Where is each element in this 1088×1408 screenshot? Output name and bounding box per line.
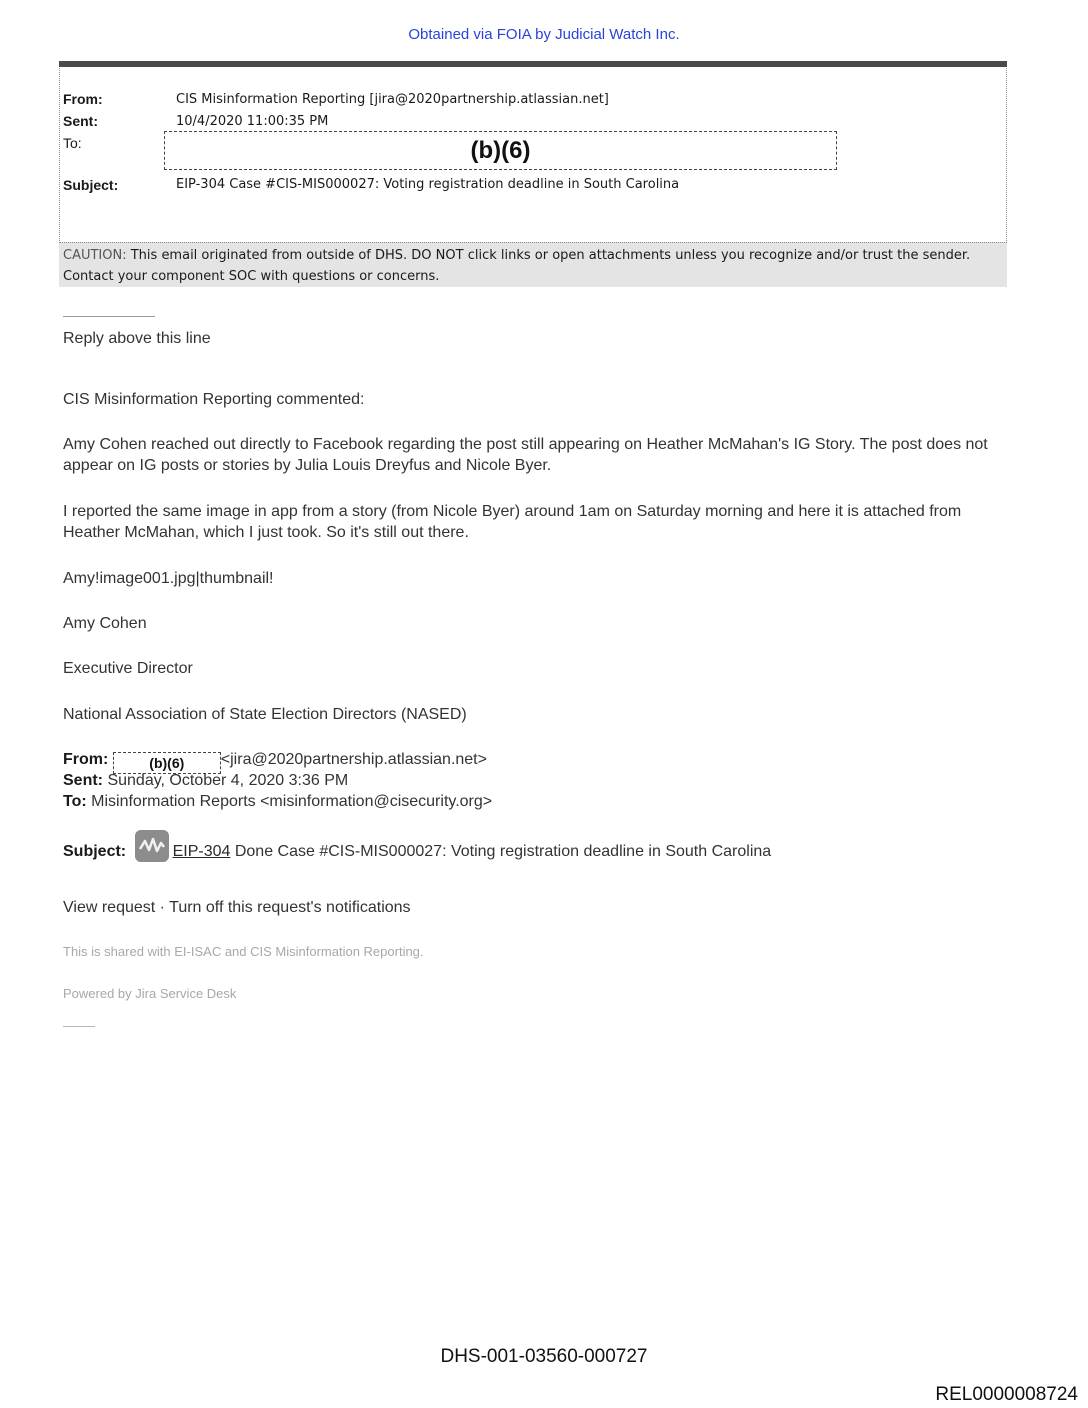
reply-divider: [63, 316, 155, 317]
forward-from-redaction: (b)(6): [113, 752, 221, 774]
header-subject-label: Subject:: [63, 177, 119, 193]
footer-divider: [63, 1026, 95, 1027]
forward-subject-text: Done Case #CIS-MIS000027: Voting registration deadline in South Carolina: [230, 843, 772, 860]
header-sent-label: Sent:: [63, 113, 98, 129]
header-sent-value: 10/4/2020 11:00:35 PM: [176, 114, 329, 129]
request-links: [63, 897, 993, 918]
link-separator: ·: [155, 899, 170, 916]
eip-304-link[interactable]: EIP-304: [172, 843, 231, 860]
signature-title: Executive Director: [63, 660, 193, 677]
forward-from-label: From:: [63, 751, 109, 768]
to-redaction-label: (b)(6): [470, 136, 531, 164]
foia-banner: Obtained via FOIA by Judicial Watch Inc.: [408, 26, 680, 43]
caution-tag: CAUTION:: [63, 248, 127, 263]
release-id: REL0000008724: [935, 1384, 1078, 1405]
header-to-label: To:: [63, 135, 82, 151]
signature-organization: National Association of State Election Directors (NASED): [63, 706, 467, 723]
forward-to-label: To:: [63, 793, 87, 810]
comment-paragraph-2: I reported the same image in app from a story (from Nicole Byer) around 1am on Saturday morning and here it is attached from Heather McMahan, which I just took. So it's still out there.: [63, 503, 962, 541]
forward-to-value: Misinformation Reports <misinformation@cisecurity.org>: [91, 793, 493, 810]
jira-request-icon: [135, 830, 169, 862]
commented-line: CIS Misinformation Reporting commented:: [63, 391, 365, 408]
forward-to-line: [63, 791, 492, 812]
powered-by-note: Powered by Jira Service Desk: [63, 986, 237, 1001]
forward-sent-value: Sunday, October 4, 2020 3:36 PM: [107, 772, 349, 789]
comment-paragraph-1: Amy Cohen reached out directly to Facebook regarding the post still appearing on Heather McMahan's IG Story. The post does not appear on IG posts or stories by Julia Louis Dreyfus and Nicole Byer.: [63, 436, 988, 474]
forward-from-address: <jira@2020partnership.atlassian.net>: [220, 751, 487, 768]
forward-sent-label: Sent:: [63, 772, 103, 789]
header-from-label: From:: [63, 91, 103, 107]
header-subject-value: EIP-304 Case #CIS-MIS000027: Voting registration deadline in South Carolina: [176, 177, 680, 192]
caution-banner: [59, 242, 1007, 287]
signature-name: Amy Cohen: [63, 615, 147, 632]
bates-number: DHS-001-03560-000727: [440, 1346, 648, 1367]
turn-off-notifications-link[interactable]: Turn off this request's notifications: [169, 899, 411, 916]
header-from-value: CIS Misinformation Reporting [jira@2020partnership.atlassian.net]: [176, 92, 609, 107]
header-top-rule: [59, 61, 1007, 67]
caution-text: This email originated from outside of DHS. DO NOT click links or open attachments unless you recognize and/or trust the sender. Contact your component SOC with questions or concerns.: [63, 248, 971, 284]
forward-subject-line: [63, 830, 771, 862]
forward-sent-line: [63, 770, 348, 791]
shared-with-note: This is shared with EI-ISAC and CIS Misinformation Reporting.: [63, 944, 424, 959]
to-redaction-box: [164, 131, 837, 170]
image-reference: Amy!image001.jpg|thumbnail!: [63, 570, 274, 587]
view-request-link[interactable]: View request: [63, 899, 156, 916]
forward-subject-label: Subject:: [63, 843, 127, 860]
reply-above-line: Reply above this line: [63, 330, 211, 347]
